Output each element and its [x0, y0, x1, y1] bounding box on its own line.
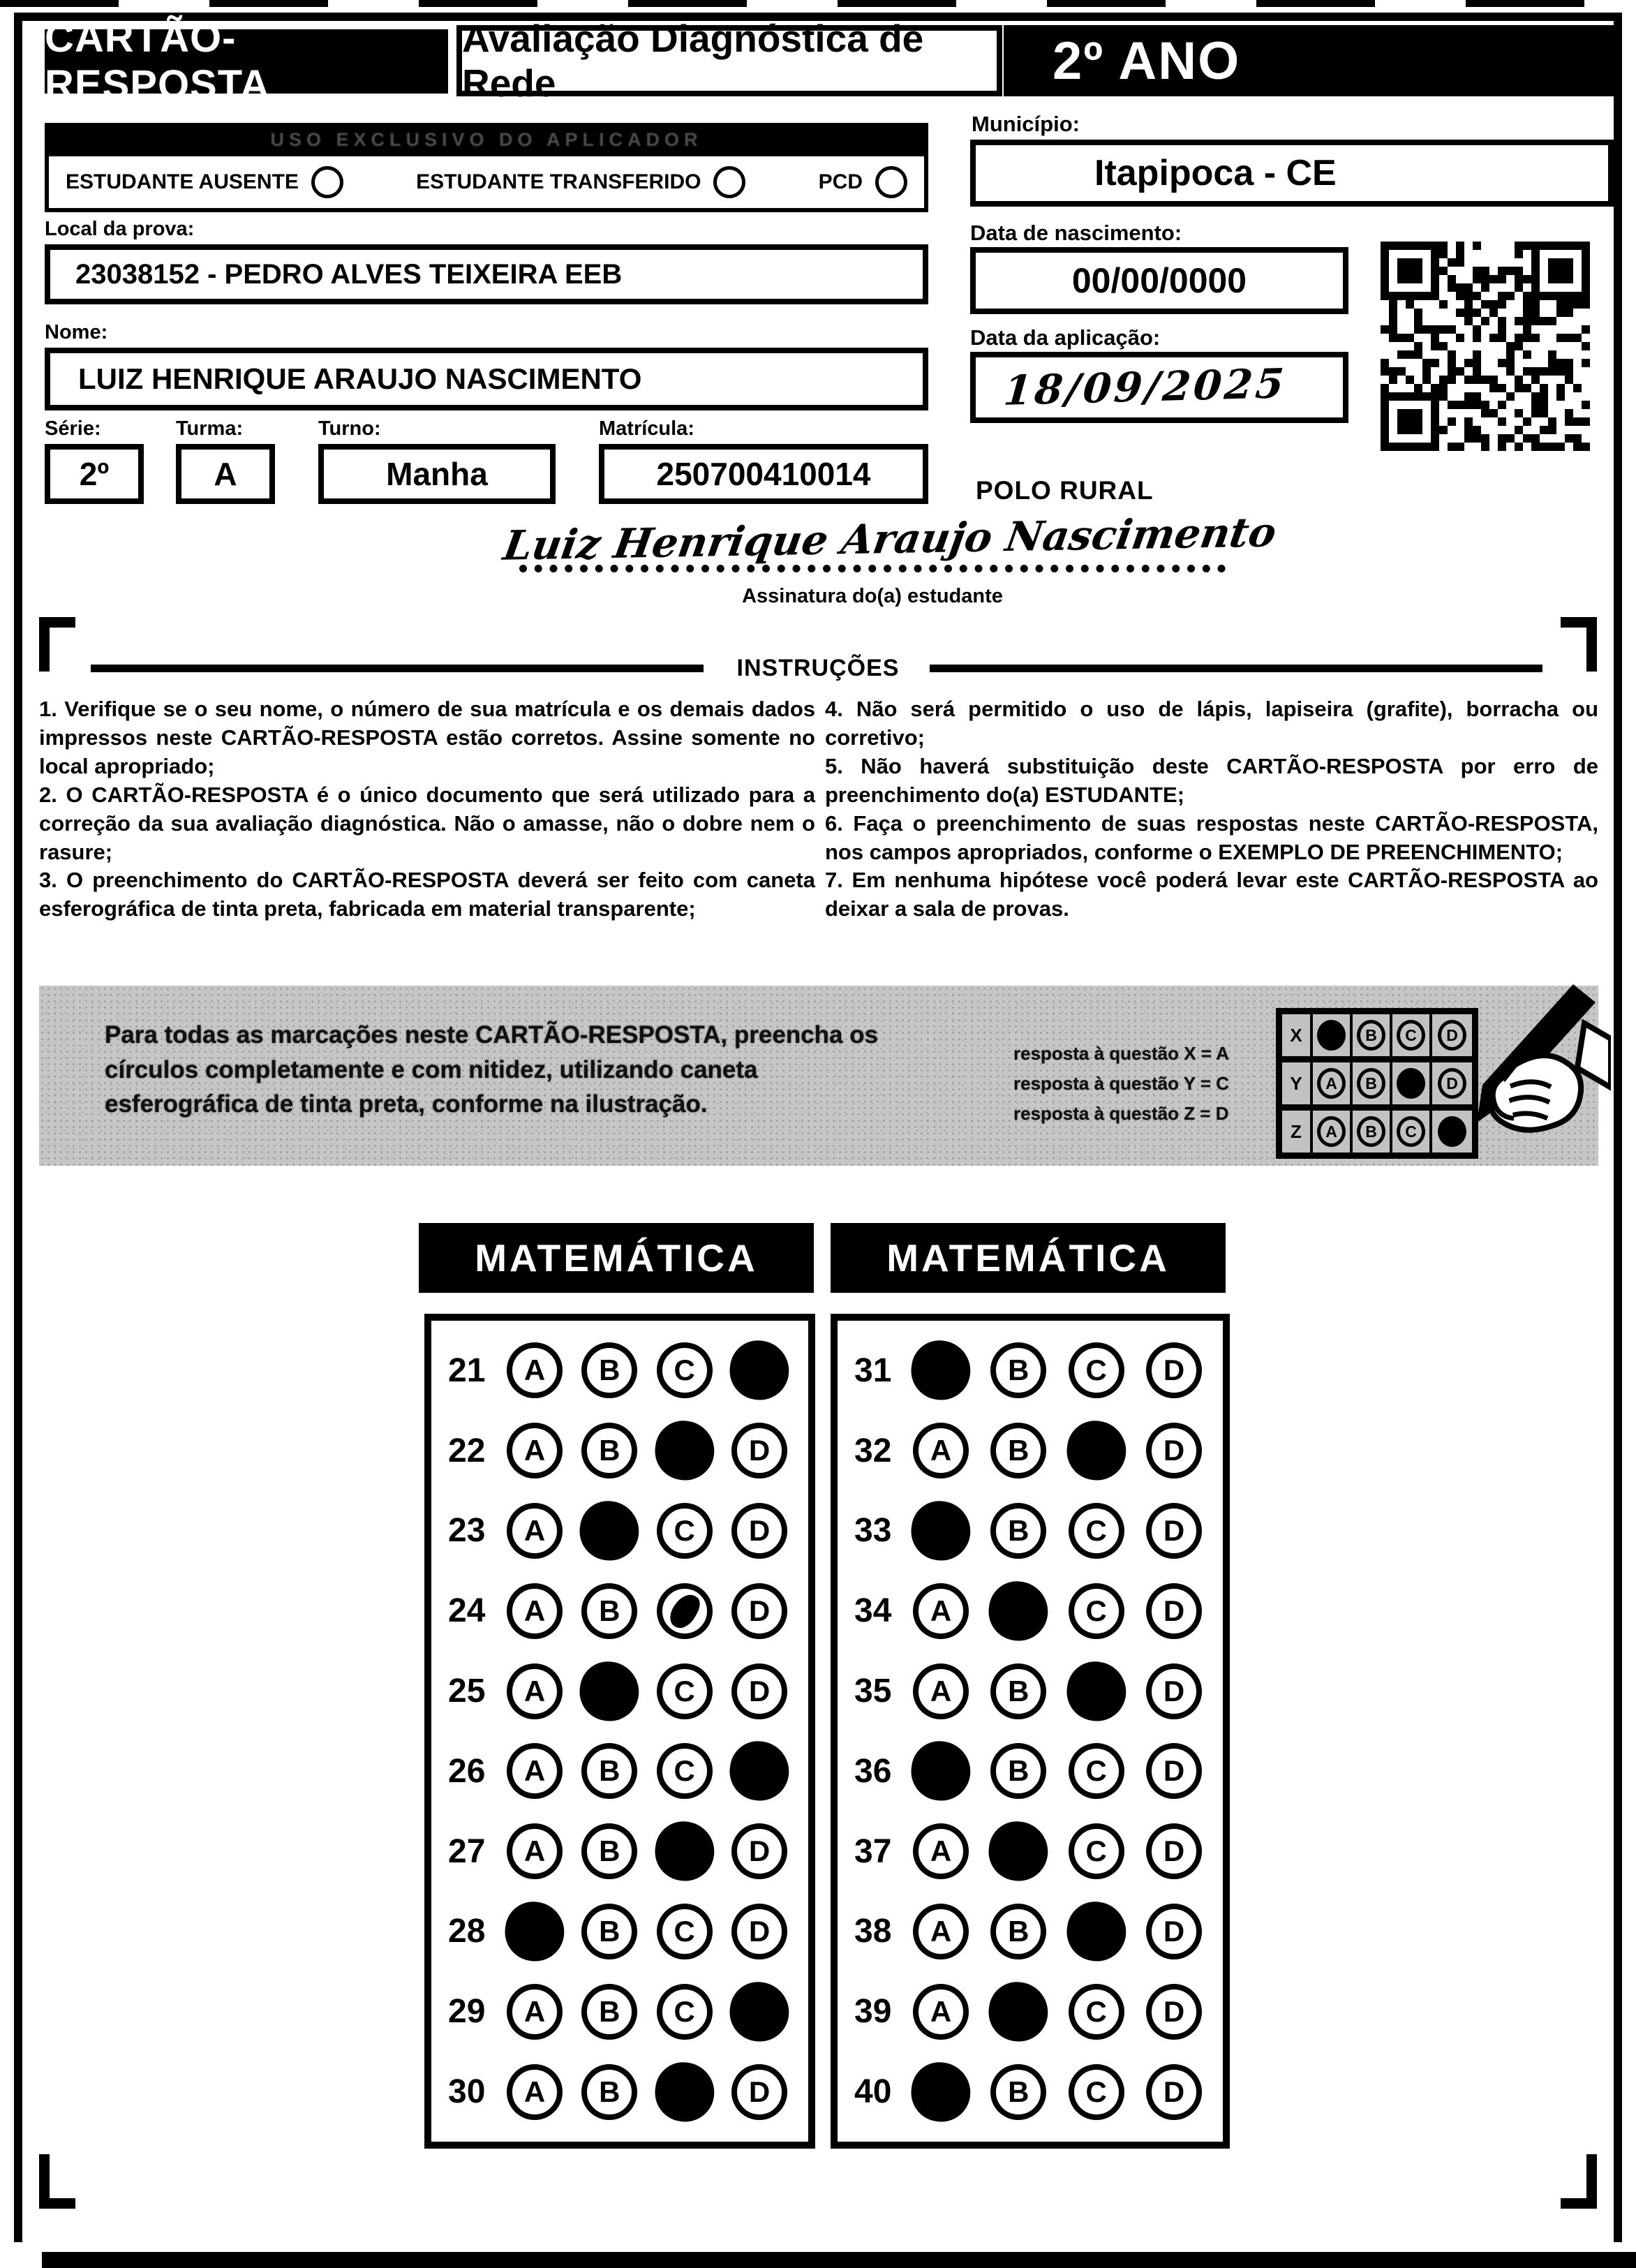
bubble-c[interactable]: C: [657, 1503, 713, 1559]
bubble-a-marked[interactable]: [907, 1337, 974, 1404]
question-row: [443, 1423, 787, 1478]
bubble-group: [913, 1423, 1202, 1478]
bubble-b[interactable]: B: [581, 1423, 637, 1478]
bubble-b[interactable]: B: [990, 1423, 1046, 1478]
bubble-c[interactable]: C: [657, 1743, 713, 1799]
transferido-circle[interactable]: [713, 166, 745, 198]
question-number: 29: [448, 1993, 486, 2031]
municipio-field: Itapipoca - CE: [970, 140, 1614, 207]
bubble-c[interactable]: C: [1069, 1503, 1124, 1559]
polo-rural-label: POLO RURAL: [976, 476, 1154, 505]
applicator-use-label: USO EXCLUSIVO DO APLICADOR: [270, 128, 703, 150]
bubble-b[interactable]: B: [990, 1503, 1046, 1559]
checkbox-label-transferido: ESTUDANTE TRANSFERIDO: [416, 170, 701, 193]
example-bubble-a: A: [1317, 1116, 1346, 1147]
bubble-d-marked[interactable]: [726, 1337, 793, 1404]
question-row: [849, 1342, 1202, 1398]
question-row: [443, 1342, 787, 1398]
bubble-group: [913, 1583, 1202, 1639]
question-row: [443, 1743, 787, 1799]
corner-mark-top-left: [39, 617, 75, 672]
instruction-item: 6. Faça o preenchimento de suas respostas neste CARTÃO-RESPOSTA, nos campos apropriados, conforme o EXEMPLO DE PREENCHIMENTO;: [825, 810, 1598, 864]
bubble-c-marked[interactable]: [1063, 1898, 1130, 1965]
example-band-text: Para todas as marcações neste CARTÃO-RESPOSTA, preencha os círculos completamente e com nitidez, utilizando caneta esferográfica de tinta preta, conforme na ilustração.: [105, 1021, 879, 1118]
example-answer-line: resposta à questão Z = D: [1013, 1102, 1229, 1124]
checkbox-label-ausente: ESTUDANTE AUSENTE: [66, 170, 299, 193]
question-number: 38: [854, 1913, 892, 1950]
nome-field: LUIZ HENRIQUE ARAUJO NASCIMENTO: [45, 348, 928, 410]
bubble-a[interactable]: A: [507, 1583, 563, 1639]
question-number: 35: [854, 1673, 892, 1710]
bubble-group: [507, 1342, 787, 1398]
bubble-group: [913, 1342, 1202, 1398]
pcd-circle[interactable]: [875, 166, 907, 198]
bubble-b-marked[interactable]: [985, 1578, 1052, 1645]
bubble-c[interactable]: C: [1069, 1984, 1124, 2040]
exam-title: Avaliação Diagnóstica de Rede: [456, 25, 1002, 96]
example-bubble-b: B: [1357, 1068, 1385, 1099]
bubble-a-marked[interactable]: [907, 2059, 974, 2126]
checkbox-label-pcd: PCD: [818, 170, 863, 193]
example-bubble-cell: [1392, 1111, 1432, 1152]
bubble-d[interactable]: D: [1146, 1663, 1202, 1719]
question-number: 28: [448, 1913, 486, 1950]
bubble-d[interactable]: D: [1146, 1904, 1202, 1959]
instruction-item: 7. Em nenhuma hipótese você poderá levar este CARTÃO-RESPOSTA ao deixar a sala de provas.: [825, 868, 1598, 921]
bubble-c[interactable]: C: [1069, 1743, 1124, 1799]
question-row: [849, 1823, 1202, 1879]
bubble-group: [913, 1663, 1202, 1719]
question-number: 36: [854, 1752, 892, 1790]
example-bubble-a-filled: [1317, 1020, 1346, 1051]
bubble-group: [507, 1583, 787, 1639]
bubble-c-partial-mark[interactable]: [657, 1583, 713, 1639]
instructions-rule-left: [91, 665, 704, 672]
bubble-c[interactable]: C: [1069, 2064, 1124, 2120]
question-number: 40: [854, 2073, 892, 2111]
instruction-item: 1. Verifique se o seu nome, o número de sua matrícula e os demais dados impressos neste CARTÃO-RESPOSTA estão corretos. Assine somente no local apropriado;: [39, 697, 815, 778]
corner-mark-bottom-left: [39, 2154, 75, 2209]
checkbox-estudante-ausente[interactable]: [66, 166, 343, 198]
bubble-group: [507, 1823, 787, 1879]
nome-label: Nome:: [45, 321, 108, 343]
example-bubble-cell: [1353, 1014, 1392, 1056]
bubble-d[interactable]: D: [731, 1423, 787, 1478]
bubble-c[interactable]: C: [657, 1904, 713, 1959]
status-checkbox-row: [45, 156, 928, 212]
card-title: CARTÃO-RESPOSTA: [45, 29, 448, 94]
example-row-label: Z: [1282, 1111, 1313, 1152]
question-number: 32: [854, 1432, 892, 1469]
instructions-rule-right: [930, 665, 1542, 672]
bubble-group: [507, 2064, 787, 2120]
bubble-group: [507, 1663, 787, 1719]
example-bubble-b: B: [1357, 1020, 1385, 1051]
question-number: 24: [448, 1592, 486, 1630]
turma-label: Turma:: [176, 417, 244, 440]
subject-header-matematica-2: MATEMÁTICA: [831, 1223, 1226, 1293]
question-number: 39: [854, 1993, 892, 2031]
bubble-group: [913, 2064, 1202, 2120]
serie-field: 2º: [45, 444, 144, 504]
data-nascimento-field: 00/00/0000: [970, 247, 1348, 314]
checkbox-pcd[interactable]: [819, 166, 907, 198]
bubble-d[interactable]: D: [731, 1823, 787, 1879]
example-bubble-c: C: [1397, 1020, 1425, 1051]
bubble-d[interactable]: D: [1146, 1423, 1202, 1478]
signature-dotted-line: [519, 564, 1226, 572]
bubble-b[interactable]: B: [581, 1743, 637, 1799]
instruction-item: 3. O preenchimento do CARTÃO-RESPOSTA deverá ser feito com caneta esferográfica de tinta preta, fabricada em material transparente;: [39, 868, 815, 921]
question-number: 31: [854, 1351, 892, 1389]
bubble-group: [507, 1503, 787, 1559]
instructions-column-left: [39, 695, 815, 924]
example-bubble-c: C: [1397, 1116, 1425, 1147]
bubble-group: [507, 1904, 787, 1959]
bubble-a[interactable]: A: [913, 1984, 969, 2040]
example-bubble-d: D: [1438, 1020, 1466, 1051]
bubble-b[interactable]: B: [581, 1342, 637, 1398]
grade-banner: 2º ANO: [1004, 25, 1622, 96]
bubble-group: [507, 1984, 787, 2040]
turno-label: Turno:: [318, 417, 381, 440]
bubble-d[interactable]: D: [1146, 1743, 1202, 1799]
question-row: [443, 1663, 787, 1719]
bubble-group: [913, 1743, 1202, 1799]
question-row: [849, 1904, 1202, 1959]
question-row: [849, 1423, 1202, 1478]
question-number: 26: [448, 1752, 486, 1790]
question-row: [443, 1583, 787, 1639]
bubble-b[interactable]: B: [990, 2064, 1046, 2120]
example-answer-key: [1013, 1039, 1265, 1129]
question-row: [849, 1663, 1202, 1719]
bubble-a[interactable]: A: [913, 1663, 969, 1719]
bubble-a[interactable]: A: [507, 1984, 563, 2040]
bubble-b[interactable]: B: [581, 1823, 637, 1879]
bubble-c-marked[interactable]: [651, 2059, 718, 2126]
example-bubble-cell: [1353, 1111, 1392, 1152]
example-bubble-cell: [1392, 1062, 1432, 1104]
bubble-b[interactable]: B: [990, 1342, 1046, 1398]
bubble-c[interactable]: C: [657, 1984, 713, 2040]
bubble-b[interactable]: B: [581, 2064, 637, 2120]
question-number: 33: [854, 1512, 892, 1550]
bubble-c-marked[interactable]: [651, 1818, 718, 1885]
example-bubble-c-filled: [1397, 1068, 1425, 1099]
question-row: [849, 2064, 1202, 2120]
bubble-c-marked[interactable]: [651, 1417, 718, 1484]
example-bubble-cell: [1313, 1111, 1353, 1152]
example-row-label: Y: [1282, 1062, 1313, 1104]
question-row: [443, 1984, 787, 2040]
bubble-d-marked[interactable]: [726, 1978, 793, 2045]
municipio-label: Município:: [972, 112, 1080, 136]
example-bubble-b: B: [1357, 1116, 1385, 1147]
bubble-group: [913, 1904, 1202, 1959]
bubble-a-marked[interactable]: [907, 1497, 974, 1564]
example-answer-line: resposta à questão X = A: [1013, 1043, 1229, 1064]
question-number: 34: [854, 1592, 892, 1630]
student-signature-handwritten: Luiz Henrique Araujo Nascimento: [500, 508, 1280, 570]
bubble-c[interactable]: C: [1069, 1342, 1124, 1398]
bubble-group: [913, 1984, 1202, 2040]
bubble-d-marked[interactable]: [726, 1737, 793, 1804]
bubble-b[interactable]: B: [990, 1904, 1046, 1959]
data-nascimento-label: Data de nascimento:: [970, 221, 1182, 245]
question-row: [443, 1503, 787, 1559]
checkbox-estudante-transferido[interactable]: [416, 166, 745, 198]
question-number: 25: [448, 1673, 486, 1710]
bubble-group: [507, 1423, 787, 1478]
instruction-item: 4. Não será permitido o uso de lápis, lapiseira (grafite), borracha ou corretivo;: [825, 697, 1598, 750]
local-da-prova-field: 23038152 - PEDRO ALVES TEIXEIRA EEB: [45, 244, 928, 304]
question-number: 37: [854, 1832, 892, 1870]
matricula-field: 250700410014: [599, 444, 928, 504]
example-row-label: X: [1282, 1014, 1313, 1056]
bubble-b-marked[interactable]: [985, 1978, 1052, 2045]
question-number: 30: [448, 2073, 486, 2111]
scan-artifact-top: [0, 0, 1636, 7]
example-bubble-d: D: [1438, 1068, 1466, 1099]
example-bubble-a: A: [1317, 1068, 1346, 1099]
bubble-b[interactable]: B: [581, 1984, 637, 2040]
bubble-b[interactable]: B: [581, 1904, 637, 1959]
bubble-d[interactable]: D: [1146, 1823, 1202, 1879]
bubble-a[interactable]: A: [913, 1583, 969, 1639]
bubble-c[interactable]: C: [1069, 1823, 1124, 1879]
example-bubble-cell: [1313, 1062, 1353, 1104]
bubble-a[interactable]: A: [507, 1743, 563, 1799]
bubble-c[interactable]: C: [657, 1663, 713, 1719]
bubble-d[interactable]: D: [731, 1904, 787, 1959]
data-aplicacao-label: Data da aplicação:: [970, 325, 1161, 350]
question-row: [849, 1583, 1202, 1639]
corner-mark-bottom-right: [1561, 2154, 1597, 2209]
turno-field: Manha: [318, 444, 556, 504]
qr-code: [1381, 242, 1590, 451]
question-number: 27: [448, 1832, 486, 1870]
bubble-d[interactable]: D: [731, 1583, 787, 1639]
instructions-column-right: [825, 695, 1598, 924]
bubble-a[interactable]: A: [507, 1342, 563, 1398]
turma-field: A: [176, 444, 275, 504]
bubble-a[interactable]: A: [507, 1823, 563, 1879]
bubble-c-marked[interactable]: [1063, 1417, 1130, 1484]
hand-with-pen-illustration: [1436, 983, 1611, 1161]
instruction-item: 2. O CARTÃO-RESPOSTA é o único documento que será utilizado para a correção da sua avaliação diagnóstica. Não o amasse, não o dobre nem o rasure;: [39, 782, 815, 864]
bubble-a[interactable]: A: [507, 1423, 563, 1478]
bubble-d[interactable]: D: [1146, 1342, 1202, 1398]
bubble-a[interactable]: A: [913, 1423, 969, 1478]
bubble-group: [913, 1823, 1202, 1879]
matricula-label: Matrícula:: [599, 417, 694, 440]
bubble-c[interactable]: C: [1069, 1583, 1124, 1639]
bubble-d[interactable]: D: [731, 1503, 787, 1559]
question-row: [849, 1984, 1202, 2040]
bubble-a-marked[interactable]: [907, 1737, 974, 1804]
bubble-group: [507, 1743, 787, 1799]
serie-label: Série:: [45, 417, 101, 440]
ausente-circle[interactable]: [311, 166, 343, 198]
example-answer-line: resposta à questão Y = C: [1013, 1072, 1230, 1094]
example-bubble-cell: [1392, 1014, 1432, 1056]
bubble-a[interactable]: A: [913, 1823, 969, 1879]
question-row: [443, 2064, 787, 2120]
signature-caption: Assinatura do(a) estudante: [742, 585, 1003, 607]
instructions-title: INSTRUÇÕES: [736, 655, 900, 681]
answer-block-0: [424, 1314, 815, 2149]
question-row: [443, 1904, 787, 1959]
local-da-prova-label: Local da prova:: [45, 218, 195, 240]
bubble-b[interactable]: B: [581, 1583, 637, 1639]
bubble-b-marked[interactable]: [985, 1818, 1052, 1885]
bubble-b-marked[interactable]: [576, 1497, 643, 1564]
question-row: [849, 1503, 1202, 1559]
bubble-d[interactable]: D: [1146, 1583, 1202, 1639]
bubble-group: [913, 1503, 1202, 1559]
question-row: [849, 1743, 1202, 1799]
question-row: [443, 1823, 787, 1879]
answer-block-1: [831, 1314, 1230, 2149]
data-aplicacao-handwritten: 18/09/2025: [1002, 360, 1288, 415]
bubble-d[interactable]: D: [1146, 1984, 1202, 2040]
question-number: 23: [448, 1512, 486, 1550]
bubble-a[interactable]: A: [507, 1663, 563, 1719]
subject-header-matematica-1: MATEMÁTICA: [419, 1223, 814, 1293]
bubble-b[interactable]: B: [990, 1743, 1046, 1799]
bubble-a[interactable]: A: [913, 1904, 969, 1959]
bubble-d[interactable]: D: [731, 2064, 787, 2120]
bubble-a[interactable]: A: [507, 2064, 563, 2120]
instruction-item: 5. Não haverá substituição deste CARTÃO-RESPOSTA por erro de preenchimento do(a) ESTUDANTE;: [825, 753, 1598, 807]
pen-scribble: [665, 1589, 703, 1633]
example-bubble-cell: [1353, 1062, 1392, 1104]
corner-mark-top-right: [1561, 617, 1597, 672]
bubble-a[interactable]: A: [507, 1503, 563, 1559]
bottom-black-bar: [42, 2252, 1636, 2268]
data-aplicacao-field: [970, 352, 1348, 423]
bubble-c-marked[interactable]: [1063, 1658, 1130, 1725]
bubble-d[interactable]: D: [1146, 2064, 1202, 2120]
bubble-b-marked[interactable]: [576, 1658, 643, 1725]
applicator-use-bar: [45, 123, 928, 156]
example-bubble-cell: [1313, 1014, 1353, 1056]
bubble-d[interactable]: D: [1146, 1503, 1202, 1559]
bubble-d[interactable]: D: [731, 1663, 787, 1719]
question-number: 22: [448, 1432, 486, 1469]
bubble-b[interactable]: B: [990, 1663, 1046, 1719]
bubble-c[interactable]: C: [657, 1342, 713, 1398]
bubble-a-marked[interactable]: [501, 1898, 568, 1965]
question-number: 21: [448, 1351, 486, 1389]
